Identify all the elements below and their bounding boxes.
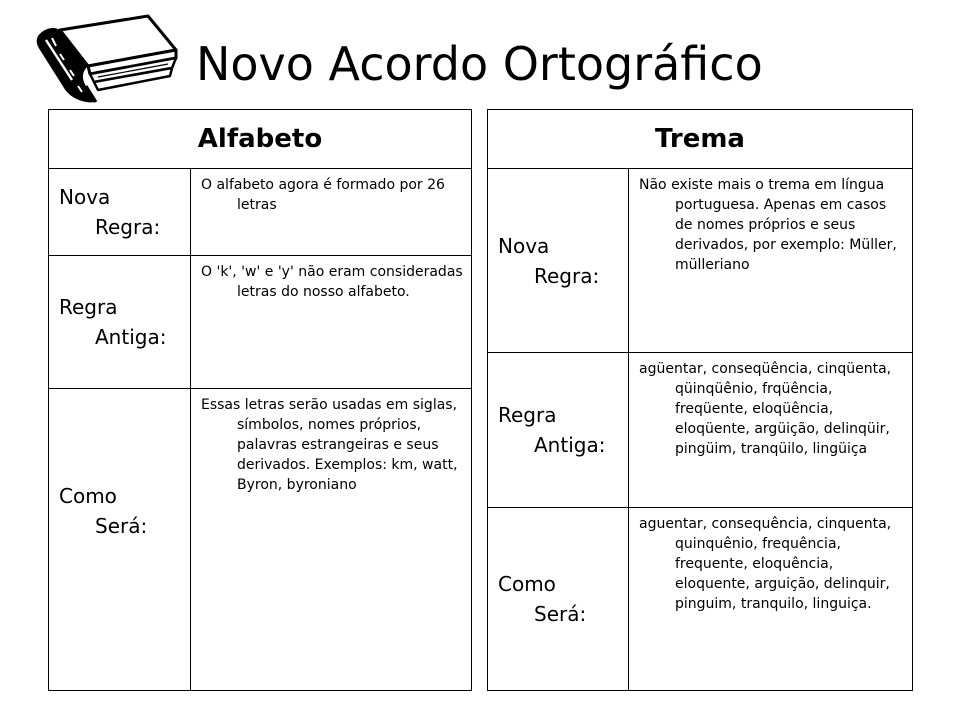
trema-panel	[487, 109, 913, 691]
row-label-line1: Regra	[59, 295, 118, 319]
row-label	[488, 353, 629, 507]
alfabeto-row-regra-antiga	[49, 256, 471, 389]
row-label	[49, 169, 191, 255]
row-label	[488, 169, 629, 352]
row-text-paragraph: O 'k', 'w' e 'y' não eram consideradas letras do nosso alfabeto.	[201, 264, 463, 300]
row-label-line1: Nova	[498, 233, 550, 258]
row-text	[191, 169, 471, 255]
row-text	[191, 256, 471, 388]
row-text	[629, 508, 912, 690]
row-text-paragraph: Não existe mais o trema em língua portuguesa. Apenas em casos de nomes próprios e seus derivados, por exemplo: Müller, mülleriano	[639, 177, 897, 273]
row-label	[49, 256, 191, 388]
trema-row-como-sera	[488, 508, 912, 690]
alfabeto-header: Alfabeto	[49, 110, 471, 169]
row-label-line1: Como	[498, 572, 556, 596]
row-text-paragraph: Essas letras serão usadas em siglas, símbolos, nomes próprios, palavras estrangeiras e seus derivados. Exemplos: km, watt, Byron, byroniano	[201, 397, 458, 493]
page-title: Novo Acordo Ortográfico	[196, 37, 763, 91]
row-label-line1: Nova	[59, 185, 111, 209]
row-label-line2: Antiga:	[95, 325, 167, 349]
row-text-paragraph: aguentar, consequência, cinquenta, quinquênio, frequência, frequente, eloquência, eloquente, arguição, delinquir, pinguim, tranquilo, linguiça.	[639, 516, 892, 612]
row-label-line2: Será:	[95, 514, 148, 538]
row-label-line2: Regra:	[95, 215, 161, 239]
row-text	[629, 169, 912, 352]
row-label-line2: Antiga:	[534, 433, 606, 457]
row-label-line2: Regra:	[534, 263, 600, 288]
row-text-paragraph: agüentar, conseqüência, cinqüenta, qüinqüênio, frqüência, freqüente, eloqüência, eloqüente, argüição, delinqüir, pingüim, tranqüilo, lingüiça	[639, 361, 892, 457]
alfabeto-row-nova-regra	[49, 169, 471, 256]
trema-header: Trema	[488, 110, 912, 169]
row-label-line1: Como	[59, 484, 117, 508]
row-text	[191, 389, 471, 690]
trema-row-nova-regra	[488, 169, 912, 353]
row-label	[49, 389, 191, 690]
row-text	[629, 353, 912, 507]
row-label	[488, 508, 629, 690]
row-label-line1: Regra	[498, 403, 557, 427]
row-text-paragraph: O alfabeto agora é formado por 26 letras	[201, 177, 445, 213]
trema-row-regra-antiga	[488, 353, 912, 508]
alfabeto-panel	[48, 109, 472, 691]
row-label-line2: Será:	[534, 602, 587, 626]
book-icon	[30, 10, 180, 105]
alfabeto-row-como-sera	[49, 389, 471, 690]
